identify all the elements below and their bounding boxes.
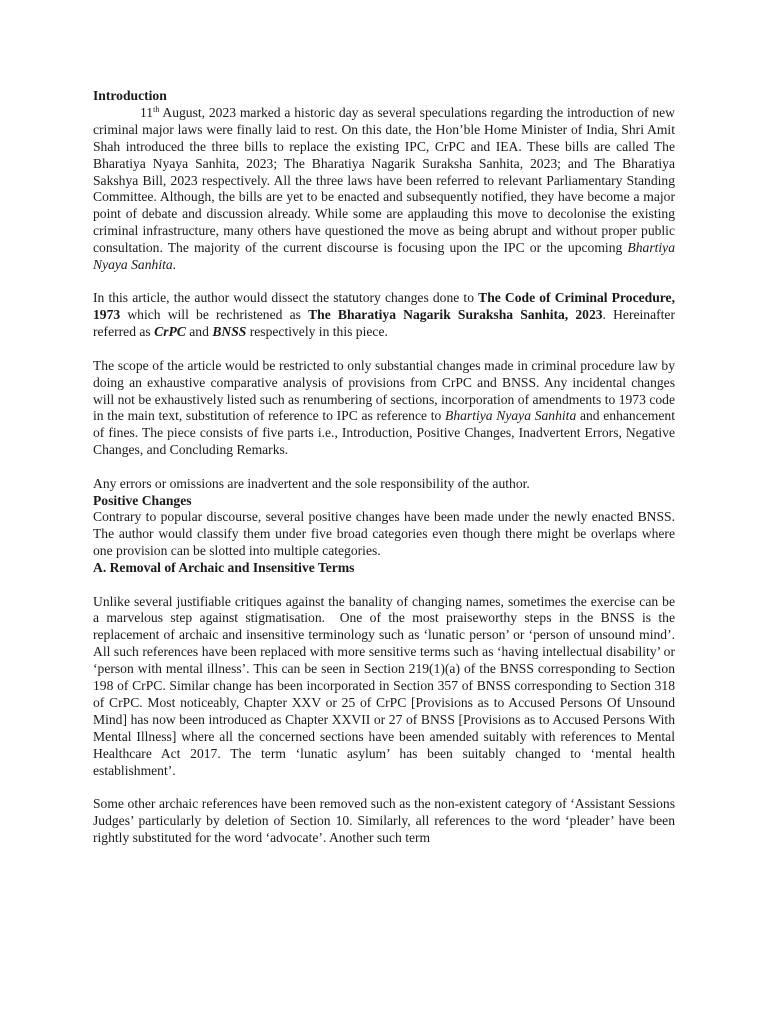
date-day: 11	[140, 104, 154, 120]
positive-changes-paragraph: Contrary to popular discourse, several positive changes have been made under the newly enacted BNSS. The author would classify them under five broad categories even though there might be overlaps where one provision can be slotted into multiple categories.	[93, 509, 675, 559]
introduction-paragraph-1: 11th August, 2023 marked a historic day as several speculations regarding the introduction of new criminal major laws were finally laid to rest. On this date, the Hon’ble Home Minister of India, Shri Amit Shah introduced the three bills to replace the existing IPC, CrPC and IEA. These bills are called The Bharatiya Nyaya Sanhita, 2023; The Bharatiya Nagarik Suraksha Sanhita, 2023; and The Bharatiya Sakshya Bill, 2023 respectively. All the three laws have been referred to relevant Parliamentary Standing Committee. Although, the bills are yet to be enacted and subsequently notified, they have become a major point of debate and discussion already. While some are applauding this move to decolonise the existing criminal infrastructure, many others have questioned the move as being abrupt and without proper public consultation. The majority of the current discourse is focusing upon the IPC or the upcoming Bhartiya Nyaya Sanhita.	[93, 104, 675, 273]
date-ordinal: th	[153, 104, 160, 114]
section-a-paragraph-1: Unlike several justifiable critiques against the banality of changing names, sometimes the exercise can be a marvelous step against stigmatisation. One of the most praiseworthy steps in the BNSS is the replacement of archaic and insensitive terminology such as ‘lunatic person’ or ‘person of unsound mind’. All such references have been replaced with more sensitive terms such as ‘having intellectual disability’ or ‘person with mental illness’. This can be seen in Section 219(1)(a) of the BNSS corresponding to Section 198 of CrPC. Similar change has been incorporated in Section 357 of BNSS corresponding to Section 318 of CrPC. Most noticeably, Chapter XXV or 25 of CrPC [Provisions as to Accused Persons Of Unsound Mind] has now been introduced as Chapter XXVII or 27 of BNSS [Provisions as to Accused Persons With Mental Illness] where all the concerned sections have been amended suitably with references to Mental Healthcare Act 2017. The term ‘lunatic asylum’ has been suitably changed to ‘mental health establishment’.	[93, 593, 675, 778]
document-page	[93, 88, 675, 847]
positive-changes-heading: Positive Changes	[93, 492, 192, 508]
section-a-heading: A. Removal of Archaic and Insensitive Terms	[93, 560, 355, 576]
introduction-heading: Introduction	[93, 88, 167, 103]
introduction-paragraph-3: The scope of the article would be restricted to only substantial changes made in criminal procedure law by doing an exhaustive comparative analysis of provisions from CrPC and BNSS. Any incidental changes will not be exhaustively listed such as renumbering of sections, incorporation of amendments to 1973 code in the main text, substitution of reference to IPC as reference to Bhartiya Nyaya Sanhita and enhancement of fines. The piece consists of five parts i.e., Introduction, Positive Changes, Inadvertent Errors, Negative Changes, and Concluding Remarks.	[93, 357, 675, 458]
introduction-paragraph-4: Any errors or omissions are inadvertent and the sole responsibility of the author.	[93, 475, 530, 491]
section-a-paragraph-2: Some other archaic references have been removed such as the non-existent category of ‘Assistant Sessions Judges’ particularly by deletion of Section 10. Similarly, all references to the word ‘pleader’ have been rightly substituted for the word ‘advocate’. Another such term	[93, 796, 675, 845]
introduction-paragraph-2: In this article, the author would dissect the statutory changes done to The Code of Criminal Procedure, 1973 which will be rechristened as The Bharatiya Nagarik Suraksha Sanhita, 2023. Hereinafter referred as CrPC and BNSS respectively in this piece.	[93, 290, 675, 340]
